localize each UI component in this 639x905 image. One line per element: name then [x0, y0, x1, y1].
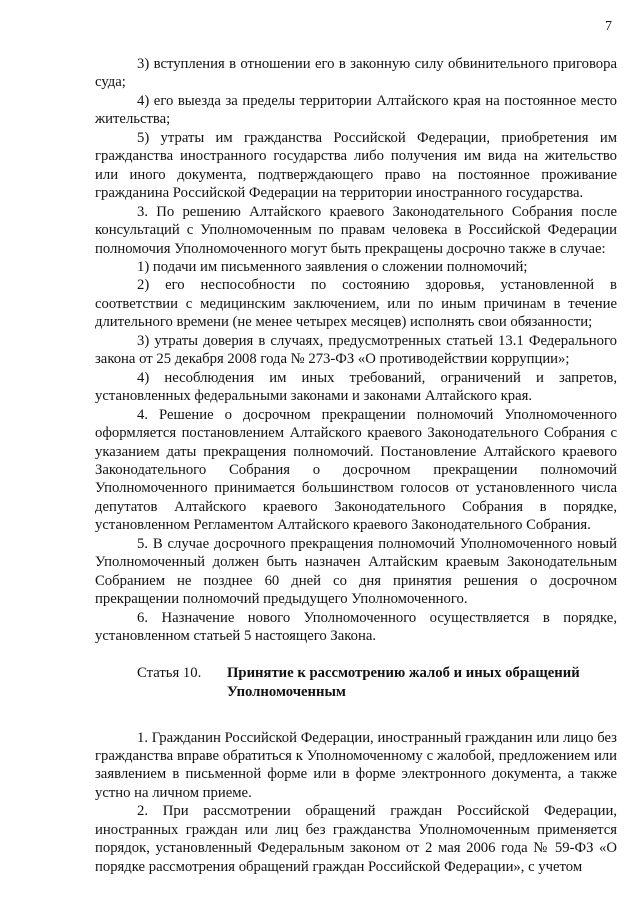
- document-body: [95, 55, 617, 876]
- article-title: Принятие к рассмотрению жалоб и иных обращений Уполномоченным: [227, 664, 580, 700]
- paragraph: 3. По решению Алтайского краевого Законодательного Собрания после консультаций с Уполномоченным по правам человека в Российской Федерации полномочия Уполномоченного могут быть прекращены досрочно также в случае:: [95, 203, 617, 257]
- paragraph: 5) утраты им гражданства Российской Федерации, приобретения им гражданства иностранного государства либо получения им вида на жительство или иного документа, подтверждающего право на постоянное проживание гражданина Российской Федерации на территории иностранного государства.: [95, 129, 617, 202]
- paragraph: 4) его выезда за пределы территории Алтайского края на постоянное место жительства;: [95, 92, 617, 128]
- paragraph: 6. Назначение нового Уполномоченного осуществляется в порядке, установленном статьей 5 настоящего Закона.: [95, 609, 617, 645]
- paragraph: 1) подачи им письменного заявления о сложении полномочий;: [137, 258, 528, 275]
- article-heading: [95, 664, 617, 702]
- page-number: 7: [605, 19, 612, 34]
- paragraph: 4) несоблюдения им иных требований, ограничений и запретов, установленных федеральными законами и законами Алтайского края.: [95, 369, 617, 405]
- article-number: Статья 10.: [137, 664, 202, 681]
- paragraph: 1. Гражданин Российской Федерации, иностранный гражданин или лицо без гражданства вправе обратиться к Уполномоченному с жалобой, предложением или заявлением в письменной форме или в форме электронного документа, а также устно на личном приеме.: [95, 729, 617, 801]
- paragraph: 4. Решение о досрочном прекращении полномочий Уполномоченного оформляется постановлением Алтайского краевого Законодательного Собрания с указанием даты прекращения полномочий. Постановление Алтайского краевого Законодательного Собрания о досрочном прекращении полномочий Уполномоченного принимается большинством голосов от установленного числа депутатов Алтайского краевого Законодательного Собрания в порядке, установленном Регламентом Алтайского краевого Законодательного Собрания.: [95, 406, 617, 534]
- paragraph: 3) утраты доверия в случаях, предусмотренных статьей 13.1 Федерального закона от 25 декабря 2008 года № 273-ФЗ «О противодействии коррупции»;: [95, 332, 617, 368]
- paragraph: 2) его неспособности по состоянию здоровья, установленной в соответствии с медицинским заключением, или по иным причинам в течение длительного времени (не менее четырех месяцев) исполнять свои обязанности;: [95, 277, 617, 331]
- paragraph: 2. При рассмотрении обращений граждан Российской Федерации, иностранных граждан или лиц без гражданства Уполномоченным применяется порядок, установленный Федеральным законом от 2 мая 2006 года № 59-ФЗ «О порядке рассмотрения обращений граждан Российской Федерации», с учетом: [95, 803, 617, 875]
- paragraph: 5. В случае досрочного прекращения полномочий Уполномоченного новый Уполномоченный должен быть назначен Алтайским краевым Законодательным Собранием не позднее 60 дней со дня принятия решения о досрочном прекращении полномочий предыдущего Уполномоченного.: [95, 535, 617, 608]
- paragraph: 3) вступления в отношении его в законную силу обвинительного приговора суда;: [95, 56, 617, 91]
